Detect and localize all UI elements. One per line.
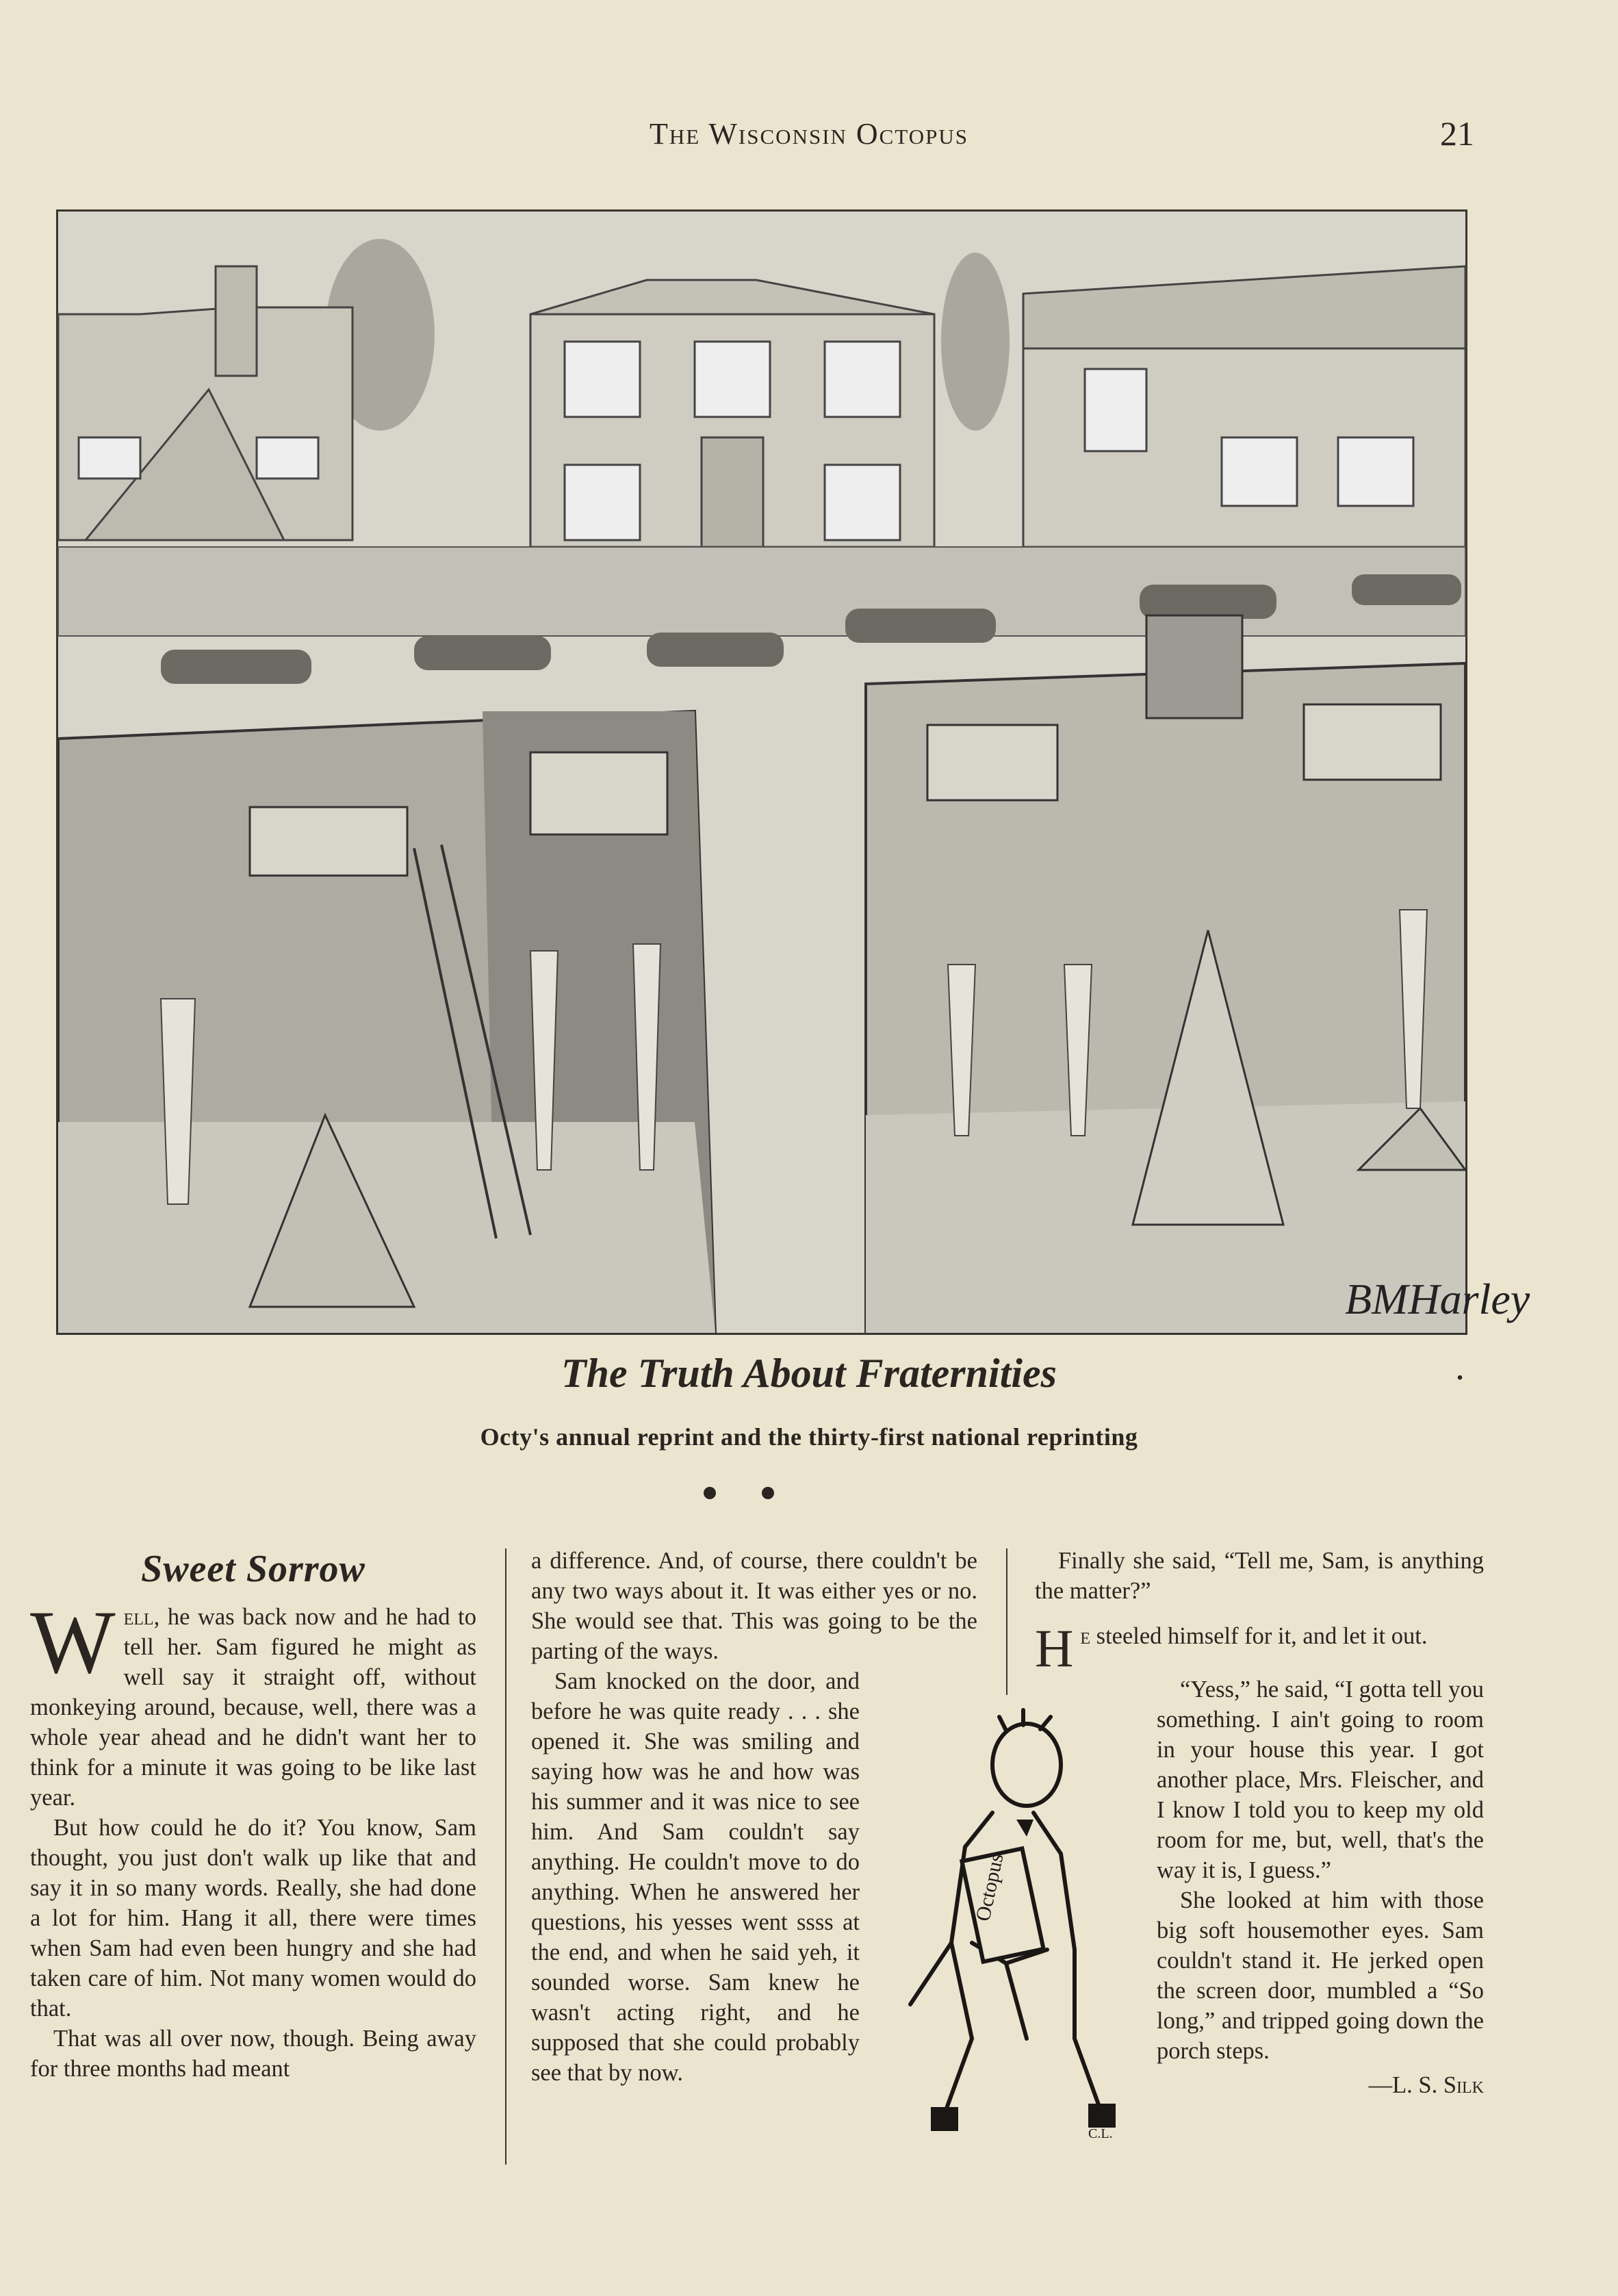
paragraph-6: Finally she said, “Tell me, Sam, is anything the matter?” — [1035, 1548, 1484, 1604]
caption-mark: . — [1456, 1355, 1463, 1386]
fraternity-illustration — [56, 209, 1530, 1335]
page-number: 21 — [1440, 114, 1474, 153]
paragraph-8: “Yess,” he said, “I gotta tell you something. I ain't going to room in your house this year. I got another place, Mrs. Fleischer, and I know I told you to keep my old room for me, but, well, that's the way it is, I guess.” — [1157, 1676, 1484, 1883]
lead-in-2: e — [1080, 1623, 1091, 1649]
drop-cap: W — [30, 1592, 116, 1692]
paragraph-1: he was back now and he had to tell her. Sam figured he might as well say it straight off, without monkeying around, because, well, there was a whole year ahead and he didn't want her to think for a minute it was going to be like last year. — [30, 1604, 476, 1811]
paragraph-7: steeled himself for it, and let it out. — [1090, 1623, 1428, 1649]
drop-cap-2: H — [1035, 1618, 1074, 1678]
paragraph-9: She looked at him with those big soft housemother eyes. Sam couldn't stand it. He jerked open the screen door, mumbled a “So long,” and tripped going down the porch steps. — [1157, 1887, 1484, 2064]
section-ornament — [699, 1483, 782, 1503]
story-title: Sweet Sorrow — [141, 1548, 365, 1590]
illustration-subtitle: Octy's annual reprint and the thirty-first national reprinting — [480, 1423, 1138, 1451]
paragraph-5: Sam knocked on the door, and before he was quite ready . . . she opened it. She was smiling and saying how was he and how was his summer and it was nice to see him. And Sam couldn't say anything. He couldn't move to do anything. When he answered her questions, his yesses went ssss at the end, and when he said yeh, it sounded worse. Sam knew he wasn't acting right, and he supposed that she could probably see that by now. — [531, 1668, 860, 2086]
author-signature: —L. S. Silk — [1368, 2072, 1484, 2098]
story-column-3 — [1035, 1546, 1484, 2100]
column-rule-2 — [1006, 1548, 1007, 1695]
story-column-1 — [30, 1542, 476, 2084]
paragraph-3: That was all over now, though. Being away for three months had meant — [30, 2026, 476, 2082]
column-rule-1 — [505, 1548, 506, 2165]
paragraph-2: But how could he do it? You know, Sam thought, you just don't walk up like that and say it in so many words. Really, she had done a lot for him. Hang it all, there were times when Sam had even been hungry and she had taken care of him. Not many women would do that. — [30, 1815, 476, 2021]
book-label: Octopus — [971, 1851, 1008, 1924]
artist-initials: C.L. — [1088, 2126, 1113, 2141]
illustration-title: The Truth About Fraternities — [561, 1351, 1057, 1396]
running-head: The Wisconsin Octopus — [650, 117, 968, 151]
svg-text:BMHarley: BMHarley — [1345, 1275, 1530, 1323]
illustration-drawing — [58, 212, 1530, 1333]
lead-in: ell, — [123, 1604, 160, 1630]
paragraph-4: a difference. And, of course, there couldn't be any two ways about it. It was either yes or no. She would see that. This was going to be the parting of the ways. — [531, 1548, 977, 1664]
